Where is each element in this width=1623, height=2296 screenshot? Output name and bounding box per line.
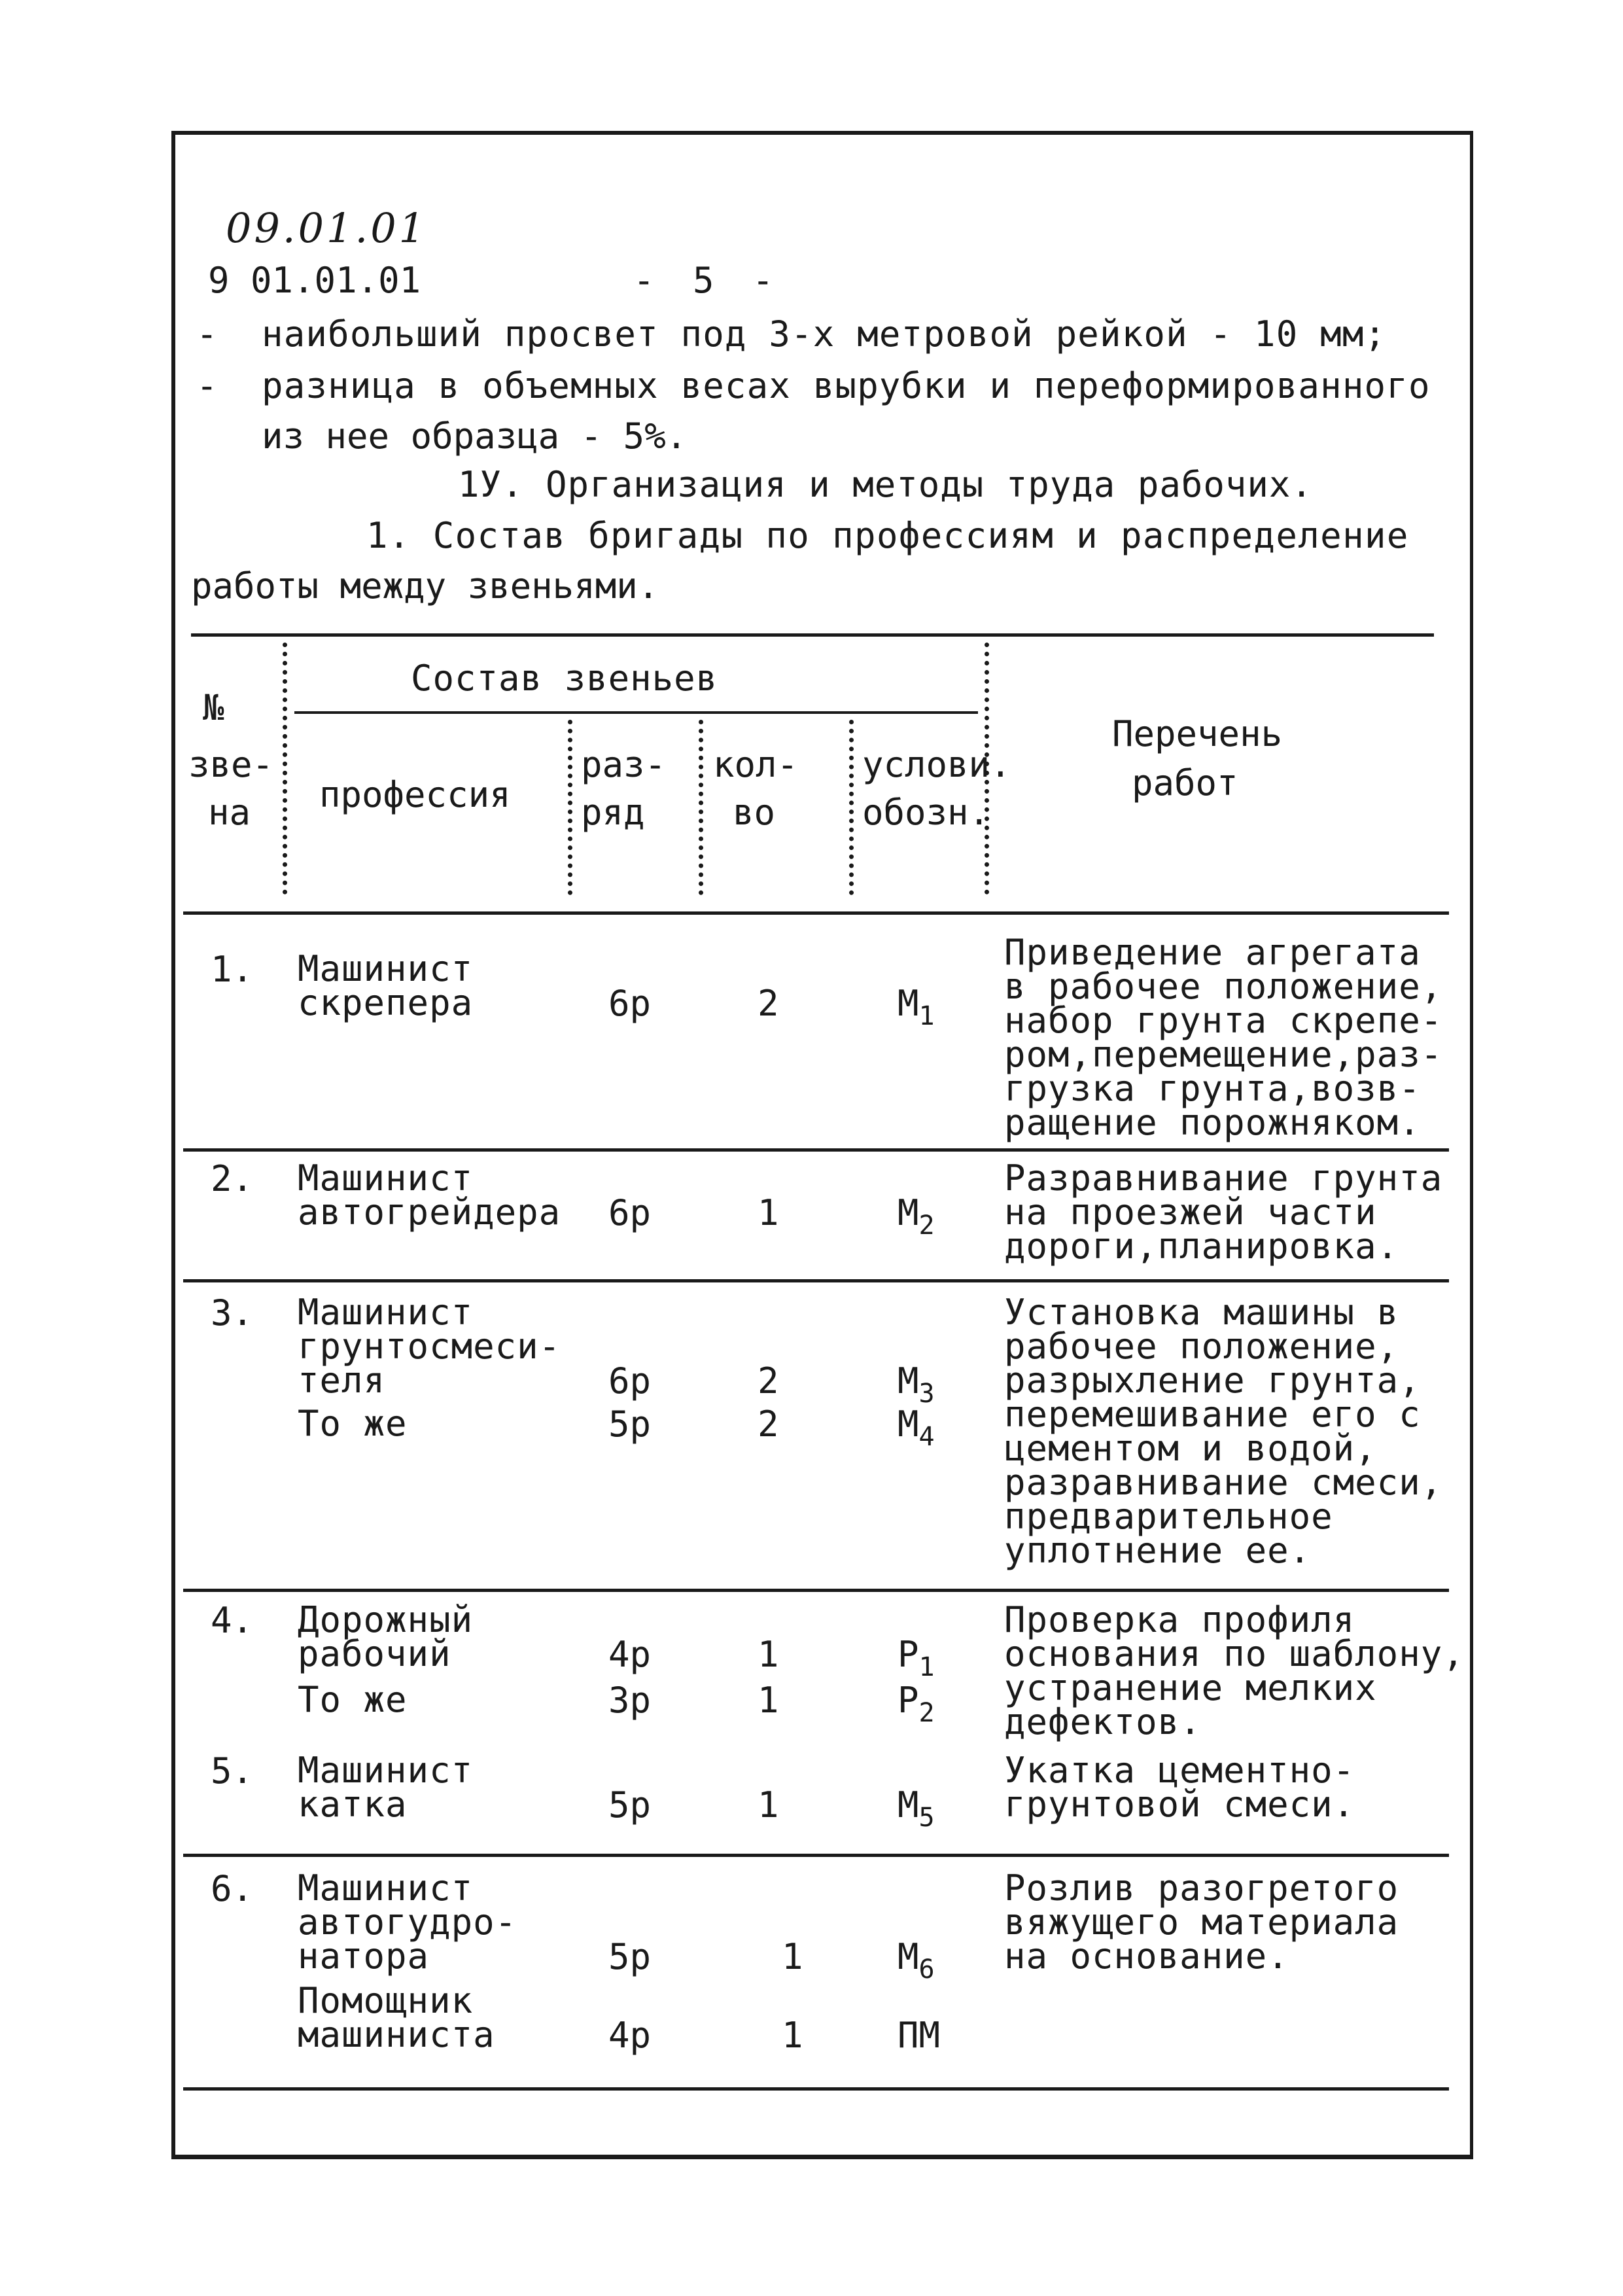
row-works: на основание. [1004, 1935, 1289, 1977]
header-profession: профессия [319, 774, 511, 815]
page-number: - 5 - [633, 260, 774, 301]
row-grade: 6р [608, 983, 652, 1024]
row-count: 1 [782, 2015, 803, 2056]
header-group-title: Состав звеньев [411, 658, 718, 699]
row-works: Установка машины в [1004, 1292, 1399, 1333]
header-grade: ряд [581, 792, 645, 833]
row-separator [183, 1854, 1449, 1857]
header-divider [849, 720, 854, 895]
bullet-marker-2: - [196, 365, 218, 406]
row-works: уплотнение ее. [1004, 1530, 1312, 1571]
header-number-symbol: № [203, 687, 224, 728]
row-works: Разравнивание грунта [1004, 1157, 1443, 1199]
row-separator [183, 1148, 1449, 1152]
row-grade: 6р [608, 1192, 652, 1233]
row-grade: 6р [608, 1360, 652, 1402]
group-header-rule [294, 711, 978, 714]
table-bottom-rule [183, 2087, 1449, 2091]
row-number: 1. [211, 949, 254, 990]
row-works: основания по шаблону, [1004, 1633, 1465, 1674]
row-number: 2. [211, 1158, 254, 1199]
table-top-rule [191, 633, 1434, 637]
row-number: 4. [211, 1600, 254, 1641]
header-symbol: обозн. [862, 792, 990, 833]
row-works: устранение мелких [1004, 1667, 1377, 1708]
row-profession: рабочий [298, 1633, 451, 1674]
subsection-line-2: работы между звеньями. [191, 565, 659, 607]
row-profession: Машинист [298, 1292, 474, 1333]
row-works: в рабочее положение, [1004, 966, 1443, 1007]
header-divider [283, 643, 287, 894]
row-profession: Дорожный [298, 1599, 474, 1640]
row-works: Укатка цементно- [1004, 1750, 1355, 1791]
row-works: дефектов. [1004, 1701, 1202, 1742]
row-works: грузка грунта,возв- [1004, 1068, 1421, 1109]
row-count: 1 [758, 1680, 779, 1721]
row-grade: 4р [608, 2015, 652, 2056]
row-profession: То же [298, 1403, 408, 1444]
row-profession: Машинист [298, 1867, 474, 1909]
bullet-text-1: наибольший просвет под 3-х метровой рейкой - 10 мм; [262, 313, 1387, 355]
row-count: 1 [758, 1634, 779, 1675]
row-grade: 5р [608, 1404, 652, 1445]
bullet-text-2: разница в объемных весах вырубки и переформированного [262, 365, 1431, 406]
row-separator [183, 1589, 1449, 1592]
row-works: разрыхление грунта, [1004, 1360, 1421, 1401]
row-works: Розлив разогретого [1004, 1867, 1399, 1909]
row-symbol: $M_3$ [898, 1360, 935, 1409]
row-works: разравнивание смеси, [1004, 1462, 1443, 1503]
row-works: ращение порожняком. [1004, 1102, 1421, 1143]
row-profession: машиниста [298, 2014, 495, 2055]
row-works: Приведение агрегата [1004, 932, 1421, 973]
row-works: дороги,планировка. [1004, 1226, 1399, 1267]
bullet-marker-1: - [196, 313, 218, 355]
row-profession: Помощник [298, 1980, 474, 2021]
row-profession: катка [298, 1784, 408, 1825]
row-profession: скрепера [298, 982, 474, 1023]
row-grade: 5р [608, 1784, 652, 1826]
header-grade: раз- [581, 744, 667, 785]
row-profession: натора [298, 1935, 430, 1977]
header-number-label: зве- [188, 744, 274, 785]
header-works: работ [1132, 762, 1238, 804]
section-title: 1У. Организация и методы труда рабочих. [458, 464, 1313, 505]
header-symbol: услови. [862, 744, 1011, 785]
row-profession: Машинист [298, 948, 474, 989]
row-profession: автогудро- [298, 1901, 517, 1943]
row-count: 2 [758, 1404, 779, 1445]
row-number: 6. [211, 1868, 254, 1909]
row-symbol: ПМ [898, 2015, 941, 2056]
header-divider [568, 720, 572, 895]
row-symbol: $M_4$ [898, 1404, 935, 1452]
row-grade: 3р [608, 1680, 652, 1721]
row-count: 1 [758, 1784, 779, 1826]
row-symbol: $M_2$ [898, 1192, 935, 1241]
row-number: 3. [211, 1292, 254, 1333]
row-works: набор грунта скрепе- [1004, 1000, 1443, 1041]
row-symbol: $M_5$ [898, 1784, 935, 1833]
row-symbol: $P_1$ [898, 1634, 935, 1682]
header-bottom-rule [183, 911, 1449, 915]
header-count: во [733, 792, 776, 833]
row-grade: 5р [608, 1936, 652, 1977]
row-symbol: $M_6$ [898, 1936, 935, 1985]
row-count: 2 [758, 983, 779, 1024]
bullet-continuation: из нее образца - 5%. [262, 415, 688, 457]
row-count: 2 [758, 1360, 779, 1402]
header-count: кол- [713, 744, 799, 785]
header-works: Перечень [1112, 713, 1283, 754]
row-profession: теля [298, 1360, 386, 1401]
header-number-label: на [208, 792, 251, 833]
row-number: 5. [211, 1750, 254, 1792]
row-works: на проезжей части [1004, 1192, 1377, 1233]
row-works: предварительное [1004, 1496, 1333, 1537]
row-count: 1 [758, 1192, 779, 1233]
row-works: грунтовой смеси. [1004, 1784, 1355, 1825]
row-profession: Машинист [298, 1157, 474, 1199]
row-works: Проверка профиля [1004, 1599, 1355, 1640]
row-grade: 4р [608, 1634, 652, 1675]
header-divider [699, 720, 703, 895]
document-code: 9 01.01.01 [208, 260, 421, 301]
row-works: рабочее положение, [1004, 1326, 1399, 1367]
row-symbol: $P_2$ [898, 1680, 935, 1728]
row-symbol: $M_1$ [898, 983, 935, 1031]
row-separator [183, 1279, 1449, 1282]
row-works: цементом и водой, [1004, 1428, 1377, 1469]
handwritten-code: 09.01.01 [226, 204, 428, 252]
row-profession: То же [298, 1679, 408, 1720]
row-works: перемешивание его с [1004, 1394, 1421, 1435]
row-profession: грунтосмеси- [298, 1326, 561, 1367]
row-profession: автогрейдера [298, 1192, 561, 1233]
row-works: вяжущего материала [1004, 1901, 1399, 1943]
row-profession: Машинист [298, 1750, 474, 1791]
row-count: 1 [782, 1936, 803, 1977]
subsection-line-1: 1. Состав бригады по профессиям и распределение [366, 515, 1409, 556]
row-works: ром,перемещение,раз- [1004, 1034, 1443, 1075]
